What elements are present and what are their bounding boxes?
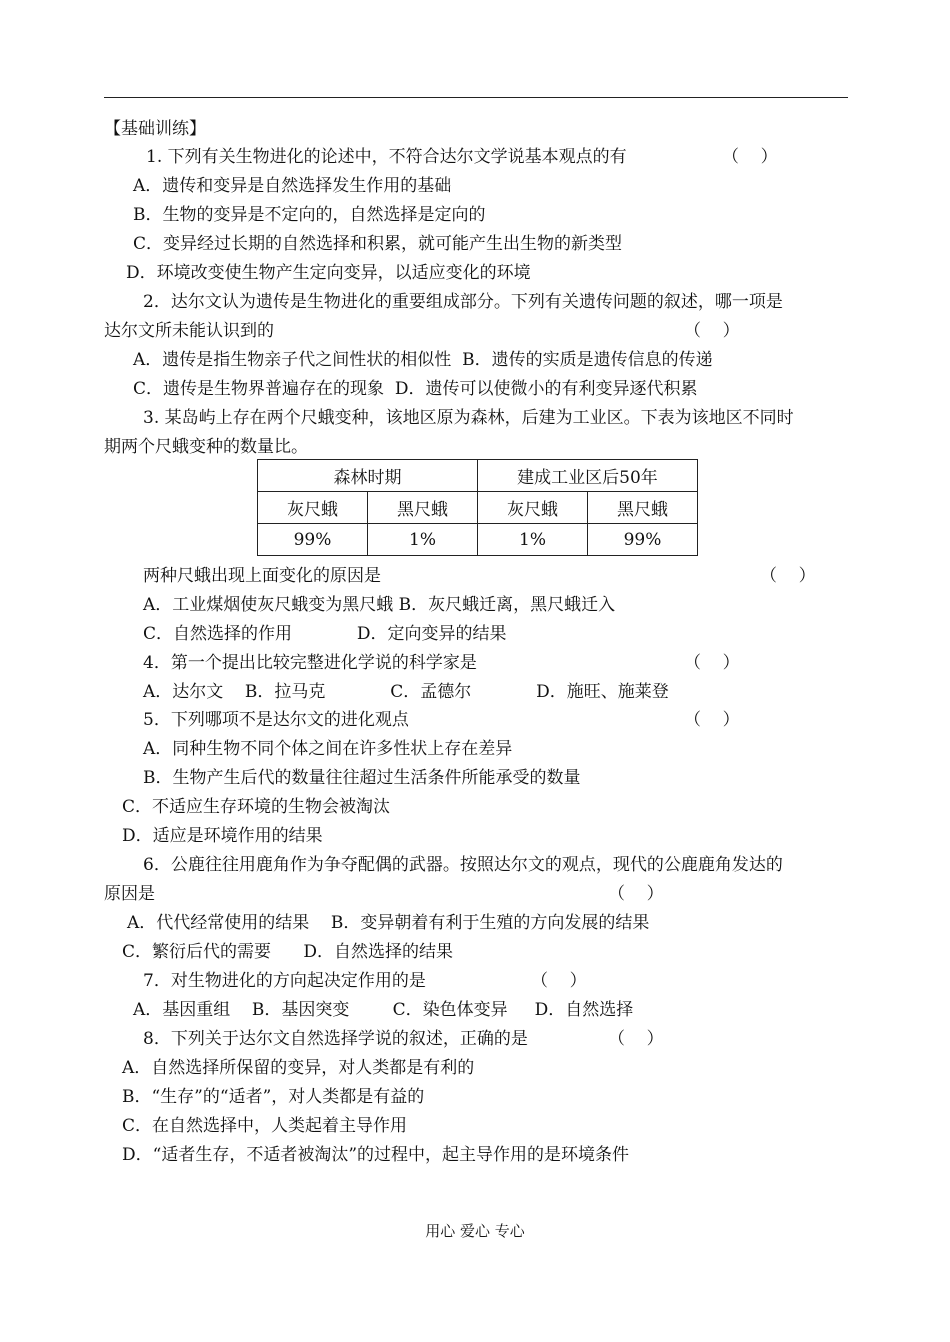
table-cell-gray-industrial: 1% xyxy=(478,524,588,556)
q6-answer-paren: （ ） xyxy=(608,884,664,904)
q2-answer-paren: （ ） xyxy=(684,321,740,341)
table-cell-black-forest: 1% xyxy=(368,524,478,556)
q2-option-ab: A．遗传是指生物亲子代之间性状的相似性 B．遗传的实质是遗传信息的传递 xyxy=(133,350,713,370)
q2-stem: 2．达尔文认为遗传是生物进化的重要组成部分。下列有关遗传问题的叙述，哪一项是 xyxy=(143,292,783,312)
q2-stem-cont: 达尔文所未能认识到的 xyxy=(104,321,274,341)
q8-option-c: C．在自然选择中，人类起着主导作用 xyxy=(122,1116,408,1136)
q8-option-d: D．“适者生存，不适者被淘汰”的过程中，起主导作用的是环境条件 xyxy=(122,1145,630,1165)
q4-stem: 4．第一个提出比较完整进化学说的科学家是 xyxy=(143,653,477,673)
q5-option-a: A．同种生物不同个体之间在许多性状上存在差异 xyxy=(143,739,513,759)
q3-sub-question: 两种尺蛾出现上面变化的原因是 xyxy=(143,566,381,586)
q2-option-cd: C．遗传是生物界普遍存在的现象 D．遗传可以使微小的有利变异逐代积累 xyxy=(133,379,698,399)
q4-options: A．达尔文 B．拉马克 C．孟德尔 D．施旺、施莱登 xyxy=(143,682,669,702)
q8-option-b: B．“生存”的“适者”，对人类都是有益的 xyxy=(122,1087,425,1107)
q8-answer-paren: （ ） xyxy=(608,1029,664,1049)
table-col-gray-forest: 灰尺蛾 xyxy=(258,492,368,524)
q3-stem-cont: 期两个尺蛾变种的数量比。 xyxy=(104,437,308,457)
q1-option-c: C．变异经过长期的自然选择和积累，就可能产生出生物的新类型 xyxy=(133,234,623,254)
q1-option-d: D．环境改变使生物产生定向变异，以适应变化的环境 xyxy=(126,263,531,283)
table-col-black-forest: 黑尺蛾 xyxy=(368,492,478,524)
q6-option-ab: A．代代经常使用的结果 B．变异朝着有利于生殖的方向发展的结果 xyxy=(127,913,650,933)
q5-option-c: C．不适应生存环境的生物会被淘汰 xyxy=(122,797,391,817)
q6-option-cd: C．繁衍后代的需要 D．自然选择的结果 xyxy=(122,942,454,962)
q3-option-ab: A．工业煤烟使灰尺蛾变为黑尺蛾 B．灰尺蛾迁离，黑尺蛾迁入 xyxy=(143,595,616,615)
q3-stem: 3. 某岛屿上存在两个尺蛾变种，该地区原为森林，后建为工业区。下表为该地区不同时 xyxy=(143,408,794,428)
q5-option-d: D．适应是环境作用的结果 xyxy=(122,826,323,846)
q6-stem: 6．公鹿往往用鹿角作为争夺配偶的武器。按照达尔文的观点，现代的公鹿鹿角发达的 xyxy=(143,855,783,875)
q4-answer-paren: （ ） xyxy=(684,653,740,673)
table-cell-black-industrial: 99% xyxy=(588,524,698,556)
q1-option-b: B．生物的变异是不定向的，自然选择是定向的 xyxy=(133,205,486,225)
q5-option-b: B．生物产生后代的数量往往超过生活条件所能承受的数量 xyxy=(143,768,581,788)
table-col-black-industrial: 黑尺蛾 xyxy=(588,492,698,524)
q1-stem: 1. 下列有关生物进化的论述中，不符合达尔文学说基本观点的有 xyxy=(146,147,627,167)
q6-stem-cont: 原因是 xyxy=(104,884,155,904)
q3-answer-paren: （ ） xyxy=(760,566,816,586)
q3-option-cd: C．自然选择的作用 D．定向变异的结果 xyxy=(143,624,507,644)
q1-answer-paren: （ ） xyxy=(722,147,778,167)
header-rule xyxy=(104,97,848,98)
q8-stem: 8．下列关于达尔文自然选择学说的叙述，正确的是 xyxy=(143,1029,528,1049)
q7-stem: 7．对生物进化的方向起决定作用的是 xyxy=(143,971,426,991)
table-group-industrial: 建成工业区后50年 xyxy=(478,460,698,492)
q7-answer-paren: （ ） xyxy=(531,971,587,991)
page-footer: 用心 爱心 专心 xyxy=(425,1222,525,1240)
q5-stem: 5．下列哪项不是达尔文的进化观点 xyxy=(143,710,409,730)
q1-option-a: A．遗传和变异是自然选择发生作用的基础 xyxy=(133,176,452,196)
table-group-forest: 森林时期 xyxy=(258,460,478,492)
q5-answer-paren: （ ） xyxy=(684,710,740,730)
table-cell-gray-forest: 99% xyxy=(258,524,368,556)
q8-option-a: A．自然选择所保留的变异，对人类都是有利的 xyxy=(122,1058,475,1078)
table-col-gray-industrial: 灰尺蛾 xyxy=(478,492,588,524)
moth-ratio-table xyxy=(257,459,698,556)
section-title: 【基础训练】 xyxy=(104,119,206,139)
q7-options: A．基因重组 B．基因突变 C．染色体变异 D．自然选择 xyxy=(133,1000,634,1020)
